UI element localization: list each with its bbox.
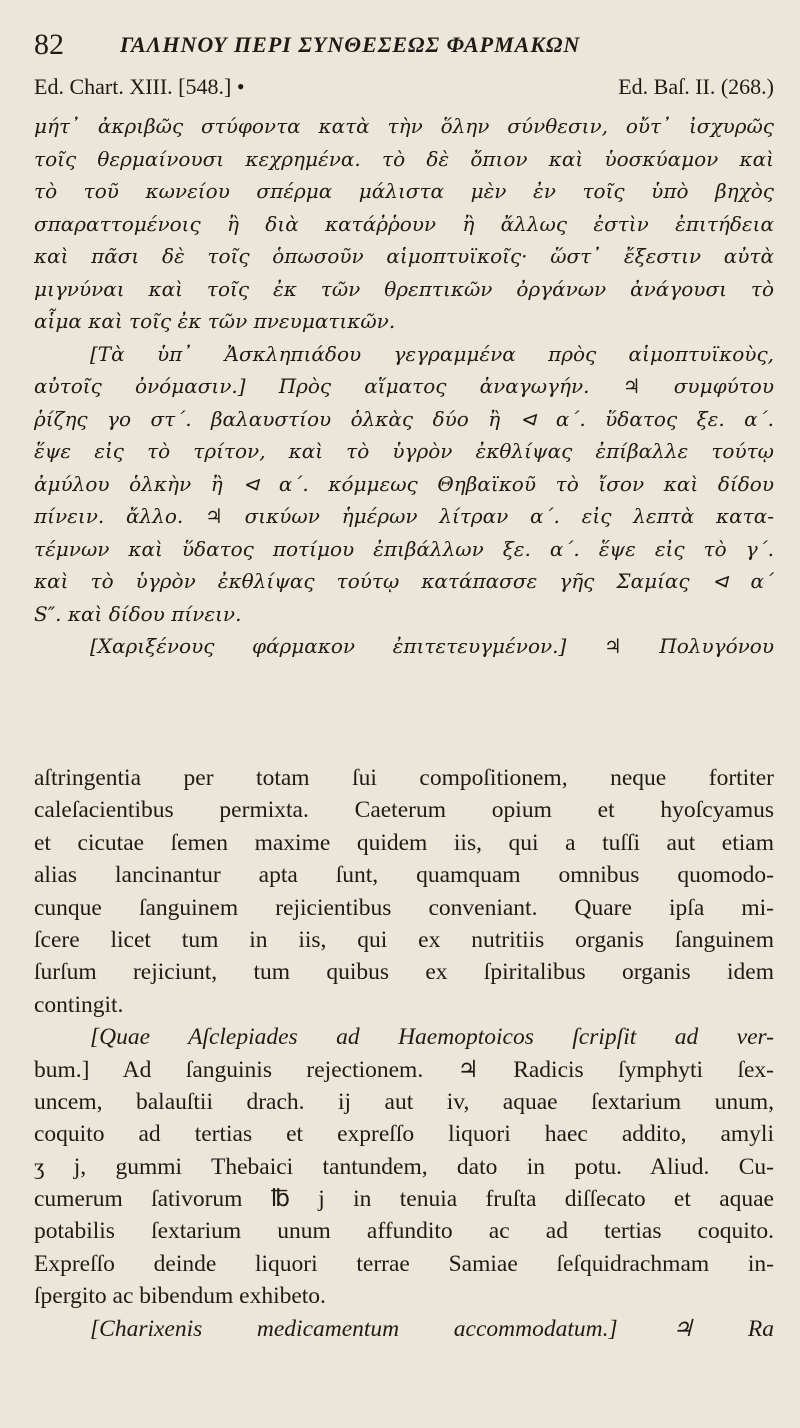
edition-left: Ed. Chart. XIII. [548.] • (34, 74, 245, 99)
text-line: τοῖς θερμαίνουσι κεχρημένα. τὸ δὲ ὄπιον καὶ ὑοσκύαμον καὶ (34, 146, 774, 171)
text-line: bum.] Ad ſanguinis rejectionem. ♃ Radicis ſymphyti ſex- (34, 1056, 774, 1083)
text-line: αἷμα καὶ τοῖς ἐκ τῶν πνευματικῶν. (34, 309, 396, 333)
text-line: coquito ad tertias et expreſſo liquori haec addito, amyli (34, 1121, 774, 1148)
text-line: cunque ſanguinem rejicientibus conveniant. Quare ipſa mi- (34, 894, 774, 921)
text-line: πίνειν. ἄλλο. ♃ σικύων ἡμέρων λίτραν α΄. εἰς λεπτὰ κατα- (34, 504, 774, 528)
text-line: ſurſum rejiciunt, tum quibus ex ſpiritalibus organis idem (34, 959, 774, 986)
text-line: contingit. (34, 991, 124, 1018)
text-line: Expreſſo deinde liquori terrae Samiae ſeſquidrachmam in- (34, 1250, 774, 1277)
text-line: καὶ τὸ ὑγρὸν ἐκθλίψας τούτῳ κατάπασσε γῆς Σαμίας ⊲ α΄ (34, 569, 774, 593)
latin-paragraph-3 (34, 1313, 774, 1345)
text-line: ʒ j, gummi Thebaici tantundem, dato in potu. Aliud. Cu- (34, 1153, 774, 1180)
text-line: μιγνύναι καὶ τοῖς ἐκ τῶν θρεπτικῶν ὀργάνων ἀνάγουσι τὸ (34, 276, 774, 301)
greek-paragraph-2 (34, 338, 774, 631)
text-line: cumerum ſativorum ℔ j in tenuia fruſta diſſecato et aquae (34, 1186, 774, 1213)
text-line: S″. καὶ δίδου πίνειν. (34, 601, 242, 626)
edition-references (34, 74, 774, 104)
greek-text (34, 110, 774, 663)
latin-paragraph-2 (34, 1021, 774, 1313)
running-title: ΓΑΛΗΝΟΥ ΠΕΡΙ ΣΥΝΘΕΣΕΩΣ ΦΑΡΜΑΚΩΝ (120, 32, 581, 57)
text-line: alias lancinantur apta ſunt, quamquam omnibus quomodo- (34, 862, 774, 889)
text-line: aſtringentia per totam ſui compoſitionem, neque fortiter (34, 765, 774, 791)
text-line: ῥίζης γο στ΄. βαλαυστίου ὁλκὰς δύο ἢ ⊲ α΄. ὕδατος ξε. α΄. (34, 406, 774, 431)
text-line: αὐτοῖς ὀνόμασιν.] Πρὸς αἵματος ἀναγωγήν. ♃ συμφύτου (34, 374, 774, 398)
text-line: [Charixenis medicamentum accommodatum.] ♃ Ra (90, 1315, 774, 1342)
text-line: [Quae Aſclepiades ad Haemoptoicos ſcripſit ad ver- (90, 1024, 774, 1051)
text-line: [Χαριξένους φάρμακον ἐπιτετευγμένον.] ♃ Πολυγόνου (90, 634, 774, 658)
text-line: ſcere licet tum in iis, qui ex nutritiis organis ſanguinem (34, 926, 774, 953)
text-line: et cicutae ſemen maxime quidem iis, qui a tuſſi aut etiam (34, 829, 774, 856)
page-number: 82 (34, 28, 64, 61)
text-line: τέμνων καὶ ὕδατος ποτίμου ἐπιβάλλων ξε. α΄. ἕψε εἰς τὸ γ΄. (34, 536, 774, 561)
greek-paragraph-1 (34, 110, 774, 338)
text-line: caleſacientibus permixta. Caeterum opium et hyoſcyamus (34, 797, 774, 824)
latin-text (34, 762, 774, 1345)
text-line: uncem, balauſtii drach. ij aut iv, aquae ſextarium unum, (34, 1088, 774, 1115)
text-line: μήτ᾽ ἀκριβῶς στύφοντα κατὰ τὴν ὅλην σύνθεσιν, οὔτ᾽ ἰσχυρῶς (34, 114, 774, 138)
text-line: potabilis ſextarium unum affundito ac ad tertias coquito. (34, 1218, 774, 1245)
edition-right: Ed. Baſ. II. (268.) (618, 74, 774, 99)
text-line: ἀμύλου ὁλκὴν ἢ ⊲ α΄. κόμμεως Θηβαϊκοῦ τὸ ἴσον καὶ δίδου (34, 471, 774, 496)
text-line: ſpergito ac bibendum exhibeto. (34, 1283, 326, 1310)
text-line: [Τὰ ὑπ᾽ Ἀσκληπιάδου γεγραμμένα πρὸς αἱμοπτυϊκοὺς, (90, 341, 774, 366)
latin-paragraph-1 (34, 762, 774, 1021)
text-line: τὸ τοῦ κωνείου σπέρμα μάλιστα μὲν ἐν τοῖς ὑπὸ βηχὸς (34, 179, 774, 203)
text-line: σπαραττομένοις ἢ διὰ κατάῤῥουν ἢ ἄλλως ἐστὶν ἐπιτήδεια (34, 211, 774, 236)
text-line: ἕψε εἰς τὸ τρίτον, καὶ τὸ ὑγρὸν ἐκθλίψας ἐπίβαλλε τούτῳ (34, 439, 774, 463)
greek-paragraph-3 (34, 630, 774, 663)
text-line: καὶ πᾶσι δὲ τοῖς ὁπωσοῦν αἱμοπτυϊκοῖς· ὥστ᾽ ἔξεστιν αὐτὰ (34, 244, 774, 268)
running-head (34, 24, 774, 64)
